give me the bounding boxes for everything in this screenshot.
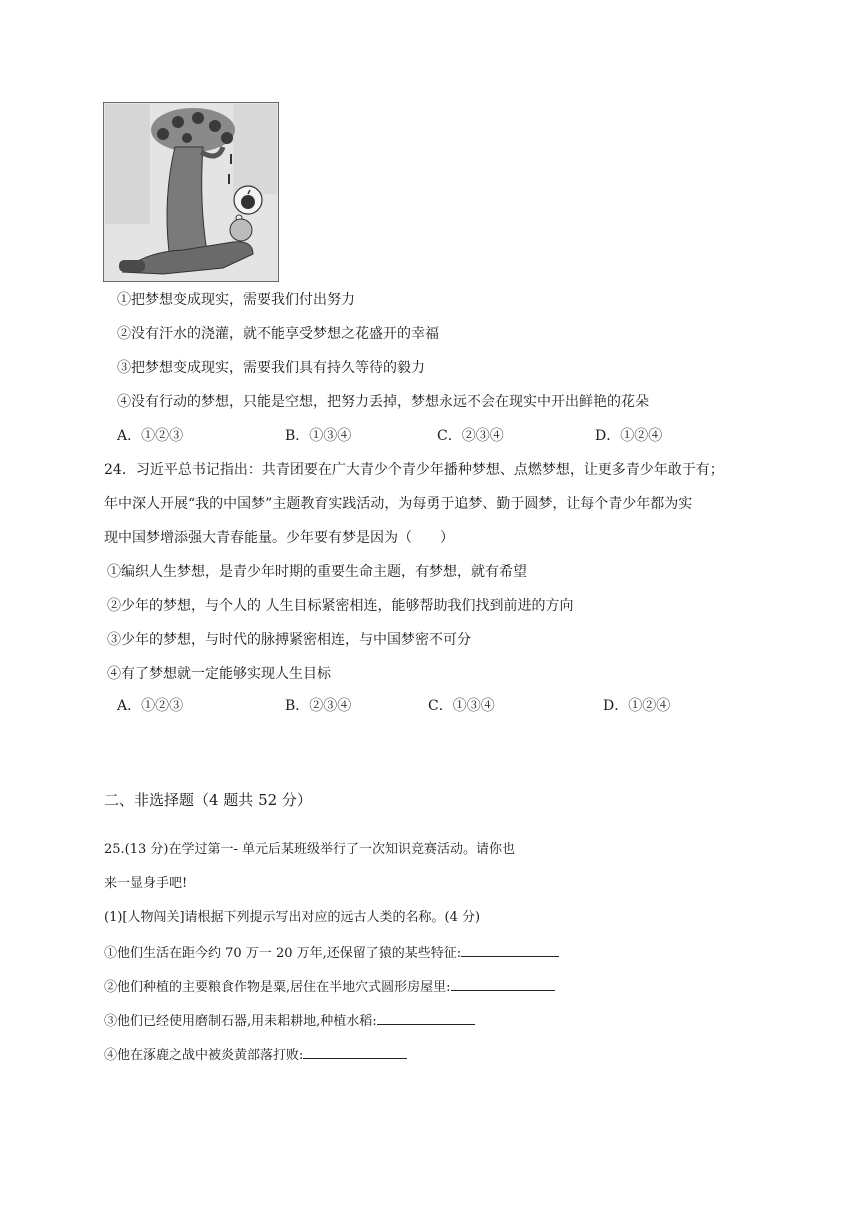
q25-stem-line-2: 来一显身手吧!	[104, 876, 188, 891]
q23-option-d: D．①②④	[595, 428, 663, 444]
q25-item-4	[104, 1044, 407, 1066]
q24-statement-3: ③少年的梦想，与时代的脉搏紧密相连，与中国梦密不可分	[107, 632, 471, 648]
q24-stem-line-3: 现中国梦增添强大青春能量。少年要有梦是因为（ ）	[104, 530, 454, 546]
q24-statement-4: ④有了梦想就一定能够实现人生目标	[107, 666, 331, 682]
answer-blank-2[interactable]	[451, 976, 555, 991]
q23-option-c: C．②③④	[437, 428, 504, 444]
q25-item-3-text: ③他们已经使用磨制石器,用耒耜耕地,种植水稻:	[104, 1014, 377, 1029]
answer-blank-3[interactable]	[377, 1010, 475, 1025]
answer-blank-4[interactable]	[303, 1044, 407, 1059]
q23-statement-4: ④没有行动的梦想，只能是空想，把努力丢掉，梦想永远不会在现实中开出鲜艳的花朵	[117, 394, 649, 410]
q23-option-b: B．①③④	[285, 428, 352, 444]
q25-item-2	[104, 976, 555, 998]
q24-option-a: A．①②③	[117, 698, 184, 714]
q24-stem-line-1: 24．习近平总书记指出：共青团要在广大青少个青少年播种梦想、点燃梦想，让更多青少年敢于有；	[104, 462, 724, 478]
q24-option-b: B．②③④	[285, 698, 352, 714]
q25-item-1	[104, 942, 559, 964]
q25-item-3	[104, 1010, 475, 1032]
q23-statement-2: ②没有汗水的浇灌，就不能享受梦想之花盛开的幸福	[117, 326, 439, 342]
q25-item-4-text: ④他在涿鹿之战中被炎黄部落打败:	[104, 1048, 304, 1063]
q25-item-2-text: ②他们种植的主要粮食作物是粟,居住在半地穴式圆形房屋里:	[104, 980, 451, 995]
answer-blank-1[interactable]	[461, 942, 559, 957]
cartoon-illustration	[103, 102, 279, 282]
q24-statement-1: ①编织人生梦想，是青少年时期的重要生命主题，有梦想，就有希望	[107, 564, 527, 580]
q25-stem-line-1: 25.(13 分)在学过第一- 单元后某班级举行了一次知识竞赛活动。请你也	[104, 842, 516, 857]
q24-statement-2: ②少年的梦想，与个人的 人生目标紧密相连，能够帮助我们找到前进的方向	[107, 598, 574, 614]
q24-option-d: D．①②④	[603, 698, 671, 714]
section-heading: 二、非选择题（4 题共 52 分）	[104, 791, 312, 809]
q23-statement-3: ③把梦想变成现实，需要我们具有持久等待的毅力	[117, 360, 425, 376]
q23-option-a: A．①②③	[117, 428, 184, 444]
q25-sub-question-1: (1)[人物闯关]请根据下列提示写出对应的远古人类的名称。(4 分)	[104, 910, 481, 925]
q24-stem-line-2: 年中深人开展“我的中国梦”主题教育实践活动，为每勇于追梦、勤于圆梦，让每个青少年都为实	[104, 496, 693, 512]
q23-statement-1: ①把梦想变成现实，需要我们付出努力	[117, 292, 355, 308]
q24-option-c: C．①③④	[428, 698, 495, 714]
q25-item-1-text: ①他们生活在距今约 70 万一 20 万年,还保留了猿的某些特征:	[104, 946, 462, 961]
